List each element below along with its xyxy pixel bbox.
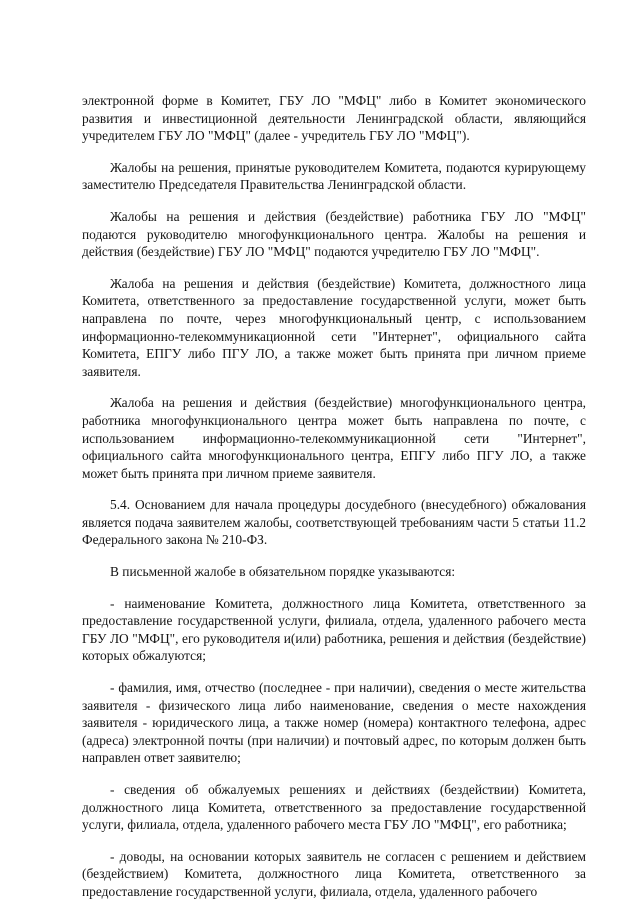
paragraph-complaint-chairman: Жалобы на решения, принятые руководителем Комитета, подаются курирующему заместителю Председателя Правительства Ленинградской области. xyxy=(82,159,586,193)
paragraph-complaint-mfc: Жалоба на решения и действия (бездействие) многофункционального центра, работника многофункционального центра может быть направлена по почте, с использованием информационно-телекоммуникационной сети "Интернет", официального сайта многофункционального центра, ЕПГУ либо ПГУ ЛО, а также может быть принята при личном приеме заявителя. xyxy=(82,395,586,481)
list-item-applicant-details: - фамилия, имя, отчество (последнее - при наличии), сведения о месте жительства заявителя - физического лица либо наименование, сведения о месте нахождения заявителя - юридического лица, а также номер (номера) контактного телефона, адрес (адреса) электронной почты (при наличии) и почтовый адрес, по которым должен быть направлен ответ заявителю; xyxy=(82,680,586,766)
paragraph-required-items-intro: В письменной жалобе в обязательном порядке указываются: xyxy=(110,564,456,580)
paragraph-continuation: электронной форме в Комитет, ГБУ ЛО "МФЦ" либо в Комитет экономического развития и инвестиционной деятельности Ленинградской области, являющийся учредителем ГБУ ЛО "МФЦ" (далее - учредитель ГБУ ЛО "МФЦ"). xyxy=(82,93,586,144)
list-item-name-of-body: - наименование Комитета, должностного лица Комитета, ответственного за предоставление государственной услуги, филиала, отдела, удаленного рабочего места ГБУ ЛО "МФЦ", его руководителя и(или) работника, решения и действия (бездействие) которых обжалуются; xyxy=(82,595,586,664)
document-body xyxy=(82,92,586,915)
list-item-arguments: - доводы, на основании которых заявитель не согласен с решением и действием (бездействием) Комитета, должностного лица Комитета, ответственного за предоставление государственной услуги, филиала, отдела, удаленного рабочего xyxy=(82,848,586,899)
paragraph-complaint-mfc-worker: Жалобы на решения и действия (бездействие) работника ГБУ ЛО "МФЦ" подаются руководителю многофункционального центра. Жалобы на решения и действия (бездействие) ГБУ ЛО "МФЦ" подаются учредителю ГБУ ЛО "МФЦ". xyxy=(82,208,586,260)
paragraph-section-5-4: 5.4. Основанием для начала процедуры досудебного (внесудебного) обжалования является подача заявителем жалобы, соответствующей требованиям части 5 статьи 11.2 Федерального закона № 210-ФЗ. xyxy=(82,497,586,548)
list-item-appealed-decisions: - сведения об обжалуемых решениях и действиях (бездействии) Комитета, должностного лица Комитета, ответственного за предоставление государственной услуги, филиала, отдела, удаленного рабочего места ГБУ ЛО "МФЦ", его работника; xyxy=(82,782,586,833)
paragraph-complaint-committee: Жалоба на решения и действия (бездействие) Комитета, должностного лица Комитета, ответственного за предоставление государственной услуги, может быть направлена по почте, через многофункциональный центр, с использованием информационно-телекоммуникационной сети "Интернет", официального сайта Комитета, ЕПГУ либо ПГУ ЛО, а также может быть принята при личном приеме заявителя. xyxy=(82,275,586,379)
